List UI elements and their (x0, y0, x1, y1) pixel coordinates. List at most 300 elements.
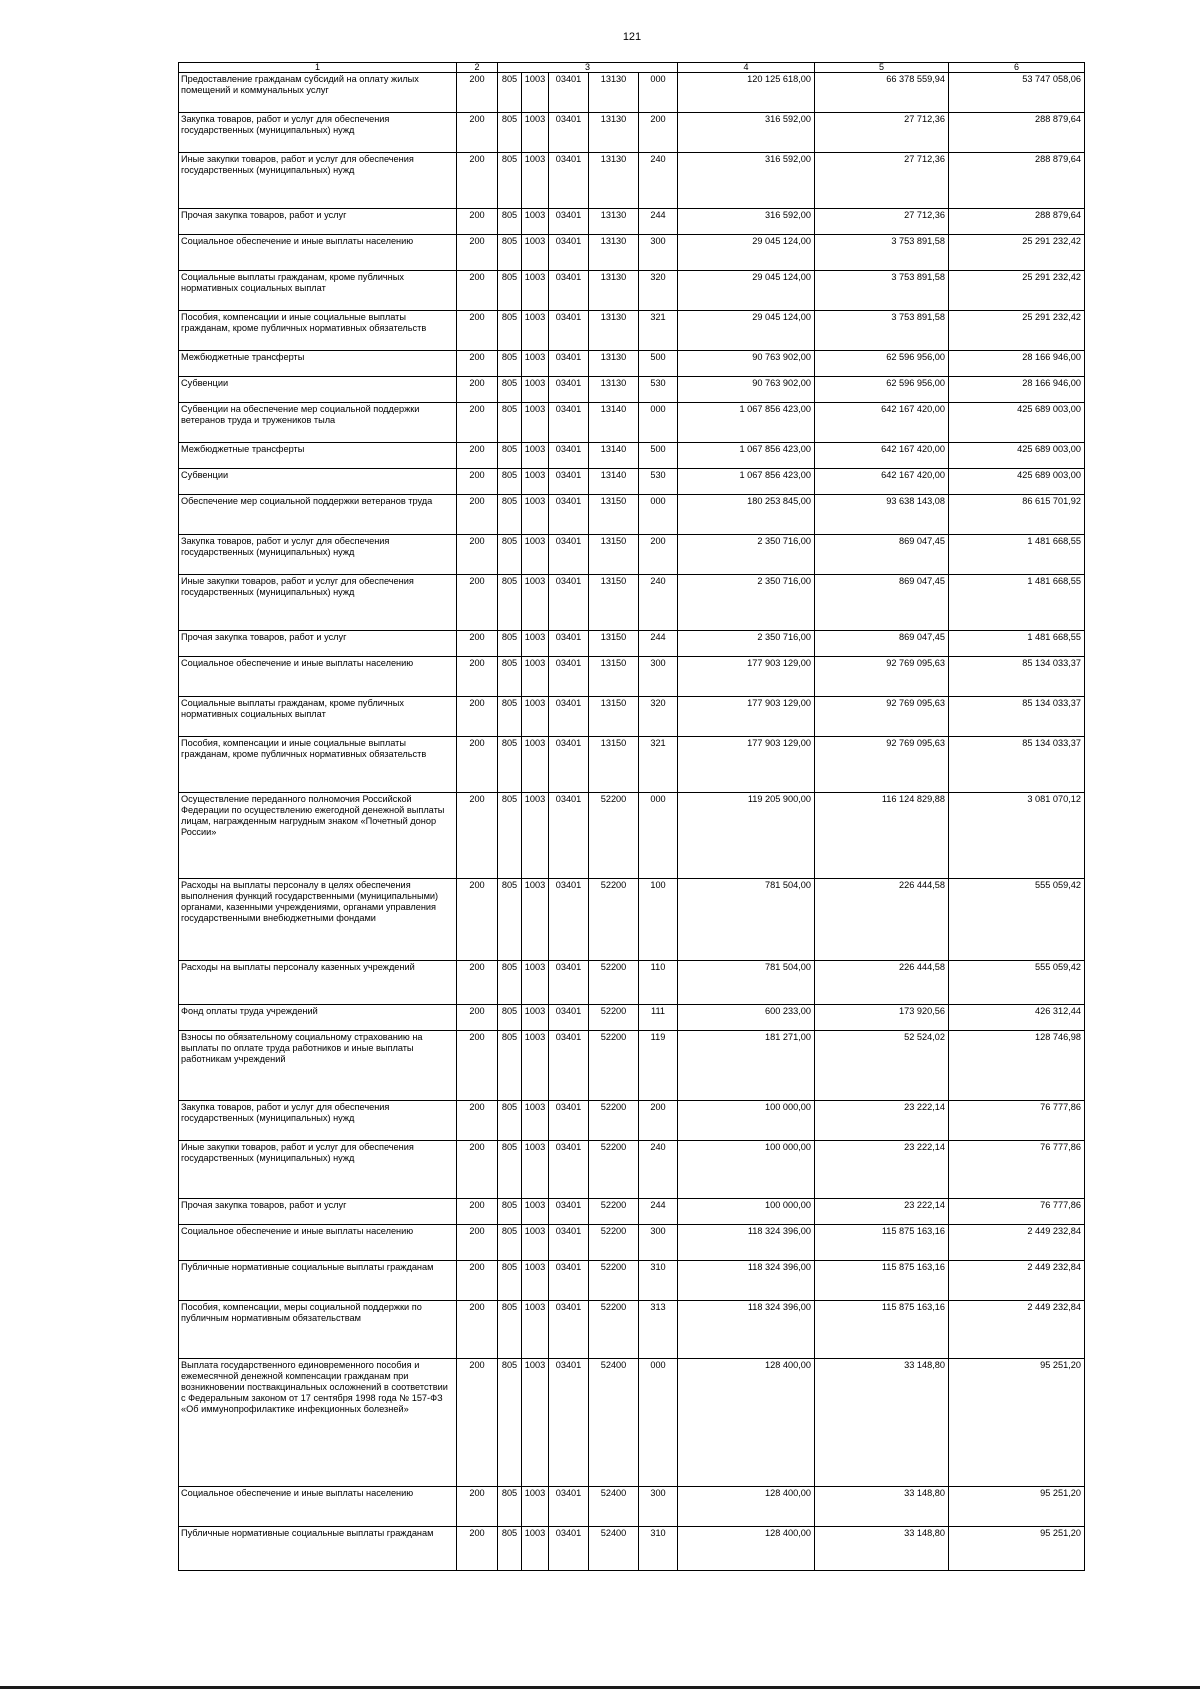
cell-amount-6: 2 449 232,84 (949, 1301, 1085, 1359)
cell-amount-6: 288 879,64 (949, 153, 1085, 209)
table-row (179, 377, 1085, 403)
cell-program: 03401 (549, 271, 589, 311)
cell-section: 1003 (522, 469, 549, 495)
cell-col2: 200 (457, 1359, 498, 1487)
cell-amount-5: 226 444,58 (815, 961, 949, 1005)
table-row (179, 1261, 1085, 1301)
cell-amount-4: 128 400,00 (678, 1359, 815, 1487)
cell-program: 03401 (549, 1225, 589, 1261)
cell-amount-5: 27 712,36 (815, 209, 949, 235)
table-row (179, 351, 1085, 377)
cell-col2: 200 (457, 495, 498, 535)
cell-amount-6: 85 134 033,37 (949, 657, 1085, 697)
cell-amount-6: 76 777,86 (949, 1101, 1085, 1141)
cell-amount-6: 288 879,64 (949, 113, 1085, 153)
cell-direction: 52200 (589, 961, 639, 1005)
cell-amount-5: 115 875 163,16 (815, 1261, 949, 1301)
cell-amount-5: 869 047,45 (815, 535, 949, 575)
column-header-4: 4 (678, 63, 815, 73)
cell-direction: 52200 (589, 1301, 639, 1359)
table-row (179, 879, 1085, 961)
column-header-1: 1 (179, 63, 457, 73)
cell-section: 1003 (522, 377, 549, 403)
cell-amount-6: 1 481 668,55 (949, 575, 1085, 631)
cell-program: 03401 (549, 377, 589, 403)
cell-direction: 13130 (589, 153, 639, 209)
cell-amount-5: 173 920,56 (815, 1005, 949, 1031)
cell-amount-4: 180 253 845,00 (678, 495, 815, 535)
cell-amount-5: 33 148,80 (815, 1527, 949, 1571)
cell-amount-5: 66 378 559,94 (815, 73, 949, 113)
cell-col2: 200 (457, 657, 498, 697)
cell-grbs: 805 (498, 113, 522, 153)
row-description: Предоставление гражданам субсидий на оплату жилых помещений и коммунальных услуг (179, 73, 457, 113)
cell-grbs: 805 (498, 271, 522, 311)
cell-expense-type: 000 (639, 495, 678, 535)
table-row (179, 1199, 1085, 1225)
cell-grbs: 805 (498, 1199, 522, 1225)
cell-program: 03401 (549, 879, 589, 961)
table-row (179, 153, 1085, 209)
cell-expense-type: 310 (639, 1261, 678, 1301)
cell-section: 1003 (522, 879, 549, 961)
cell-col2: 200 (457, 1527, 498, 1571)
cell-grbs: 805 (498, 575, 522, 631)
cell-grbs: 805 (498, 1141, 522, 1199)
cell-program: 03401 (549, 631, 589, 657)
cell-amount-6: 25 291 232,42 (949, 235, 1085, 271)
cell-amount-4: 118 324 396,00 (678, 1261, 815, 1301)
cell-direction: 13150 (589, 657, 639, 697)
cell-amount-6: 1 481 668,55 (949, 631, 1085, 657)
cell-amount-6: 425 689 003,00 (949, 469, 1085, 495)
row-description: Иные закупки товаров, работ и услуг для обеспечения государственных (муниципальных) нужд (179, 1141, 457, 1199)
cell-amount-5: 116 124 829,88 (815, 793, 949, 879)
cell-section: 1003 (522, 1225, 549, 1261)
cell-section: 1003 (522, 1359, 549, 1487)
cell-amount-4: 90 763 902,00 (678, 377, 815, 403)
table-row (179, 311, 1085, 351)
cell-direction: 52200 (589, 1101, 639, 1141)
cell-amount-4: 2 350 716,00 (678, 575, 815, 631)
cell-program: 03401 (549, 1101, 589, 1141)
cell-amount-4: 118 324 396,00 (678, 1301, 815, 1359)
cell-amount-4: 177 903 129,00 (678, 737, 815, 793)
cell-direction: 13150 (589, 575, 639, 631)
table-row (179, 737, 1085, 793)
cell-expense-type: 111 (639, 1005, 678, 1031)
cell-section: 1003 (522, 1301, 549, 1359)
cell-expense-type: 500 (639, 351, 678, 377)
row-description: Публичные нормативные социальные выплаты гражданам (179, 1261, 457, 1301)
cell-amount-6: 86 615 701,92 (949, 495, 1085, 535)
cell-amount-4: 781 504,00 (678, 961, 815, 1005)
row-description: Межбюджетные трансферты (179, 351, 457, 377)
cell-program: 03401 (549, 403, 589, 443)
table-row (179, 1141, 1085, 1199)
table-row (179, 1487, 1085, 1527)
table-row (179, 1359, 1085, 1487)
cell-amount-4: 177 903 129,00 (678, 697, 815, 737)
row-description: Прочая закупка товаров, работ и услуг (179, 631, 457, 657)
cell-expense-type: 321 (639, 311, 678, 351)
cell-grbs: 805 (498, 351, 522, 377)
row-description: Социальное обеспечение и иные выплаты населению (179, 1487, 457, 1527)
cell-expense-type: 200 (639, 535, 678, 575)
cell-section: 1003 (522, 351, 549, 377)
row-description: Пособия, компенсации и иные социальные выплаты гражданам, кроме публичных нормативных обязательств (179, 737, 457, 793)
cell-col2: 200 (457, 1031, 498, 1101)
cell-grbs: 805 (498, 235, 522, 271)
table-row (179, 469, 1085, 495)
cell-amount-5: 23 222,14 (815, 1199, 949, 1225)
cell-amount-6: 2 449 232,84 (949, 1225, 1085, 1261)
cell-expense-type: 300 (639, 1225, 678, 1261)
cell-col2: 200 (457, 535, 498, 575)
cell-col2: 200 (457, 209, 498, 235)
table-row (179, 113, 1085, 153)
cell-amount-4: 316 592,00 (678, 113, 815, 153)
cell-grbs: 805 (498, 1527, 522, 1571)
cell-direction: 52200 (589, 793, 639, 879)
table-row (179, 73, 1085, 113)
cell-grbs: 805 (498, 73, 522, 113)
row-description: Пособия, компенсации, меры социальной поддержки по публичным нормативным обязательствам (179, 1301, 457, 1359)
cell-direction: 13130 (589, 377, 639, 403)
cell-expense-type: 240 (639, 153, 678, 209)
row-description: Публичные нормативные социальные выплаты гражданам (179, 1527, 457, 1571)
cell-program: 03401 (549, 443, 589, 469)
cell-section: 1003 (522, 403, 549, 443)
cell-section: 1003 (522, 631, 549, 657)
cell-amount-5: 93 638 143,08 (815, 495, 949, 535)
cell-expense-type: 200 (639, 113, 678, 153)
budget-table (178, 62, 1085, 1571)
cell-amount-4: 1 067 856 423,00 (678, 469, 815, 495)
cell-direction: 52200 (589, 879, 639, 961)
cell-amount-4: 1 067 856 423,00 (678, 443, 815, 469)
table-row (179, 697, 1085, 737)
cell-amount-4: 118 324 396,00 (678, 1225, 815, 1261)
cell-direction: 13140 (589, 469, 639, 495)
cell-col2: 200 (457, 73, 498, 113)
cell-program: 03401 (549, 153, 589, 209)
cell-col2: 200 (457, 469, 498, 495)
cell-section: 1003 (522, 73, 549, 113)
table-row (179, 403, 1085, 443)
cell-amount-4: 100 000,00 (678, 1141, 815, 1199)
cell-expense-type: 200 (639, 1101, 678, 1141)
row-description: Закупка товаров, работ и услуг для обеспечения государственных (муниципальных) нужд (179, 113, 457, 153)
cell-grbs: 805 (498, 737, 522, 793)
cell-amount-5: 115 875 163,16 (815, 1301, 949, 1359)
cell-section: 1003 (522, 443, 549, 469)
cell-section: 1003 (522, 575, 549, 631)
cell-amount-6: 76 777,86 (949, 1199, 1085, 1225)
cell-amount-4: 100 000,00 (678, 1199, 815, 1225)
cell-expense-type: 244 (639, 209, 678, 235)
cell-program: 03401 (549, 657, 589, 697)
cell-amount-5: 52 524,02 (815, 1031, 949, 1101)
cell-amount-5: 92 769 095,63 (815, 697, 949, 737)
cell-amount-5: 3 753 891,58 (815, 235, 949, 271)
header-row (179, 63, 1085, 73)
cell-expense-type: 240 (639, 1141, 678, 1199)
cell-direction: 52200 (589, 1141, 639, 1199)
cell-expense-type: 100 (639, 879, 678, 961)
cell-amount-5: 33 148,80 (815, 1359, 949, 1487)
cell-amount-5: 62 596 956,00 (815, 351, 949, 377)
cell-expense-type: 000 (639, 73, 678, 113)
cell-amount-5: 92 769 095,63 (815, 657, 949, 697)
cell-col2: 200 (457, 793, 498, 879)
table-row (179, 793, 1085, 879)
cell-direction: 13130 (589, 311, 639, 351)
cell-col2: 200 (457, 153, 498, 209)
cell-section: 1003 (522, 697, 549, 737)
cell-amount-6: 28 166 946,00 (949, 351, 1085, 377)
row-description: Социальное обеспечение и иные выплаты населению (179, 1225, 457, 1261)
cell-direction: 13130 (589, 235, 639, 271)
cell-section: 1003 (522, 495, 549, 535)
cell-expense-type: 320 (639, 697, 678, 737)
cell-amount-6: 426 312,44 (949, 1005, 1085, 1031)
cell-expense-type: 313 (639, 1301, 678, 1359)
cell-section: 1003 (522, 1005, 549, 1031)
cell-col2: 200 (457, 1225, 498, 1261)
cell-program: 03401 (549, 113, 589, 153)
table-row (179, 1225, 1085, 1261)
cell-program: 03401 (549, 697, 589, 737)
cell-direction: 13130 (589, 271, 639, 311)
table-row (179, 1301, 1085, 1359)
cell-col2: 200 (457, 631, 498, 657)
cell-grbs: 805 (498, 1101, 522, 1141)
cell-grbs: 805 (498, 403, 522, 443)
cell-direction: 13130 (589, 209, 639, 235)
row-description: Закупка товаров, работ и услуг для обеспечения государственных (муниципальных) нужд (179, 1101, 457, 1141)
cell-grbs: 805 (498, 495, 522, 535)
cell-col2: 200 (457, 403, 498, 443)
cell-amount-5: 27 712,36 (815, 113, 949, 153)
cell-expense-type: 244 (639, 1199, 678, 1225)
table-row (179, 1101, 1085, 1141)
cell-amount-4: 128 400,00 (678, 1527, 815, 1571)
cell-amount-6: 25 291 232,42 (949, 311, 1085, 351)
cell-col2: 200 (457, 961, 498, 1005)
cell-amount-6: 1 481 668,55 (949, 535, 1085, 575)
cell-section: 1003 (522, 535, 549, 575)
cell-section: 1003 (522, 1141, 549, 1199)
cell-amount-6: 95 251,20 (949, 1527, 1085, 1571)
cell-program: 03401 (549, 1359, 589, 1487)
cell-program: 03401 (549, 351, 589, 377)
table-row (179, 209, 1085, 235)
cell-program: 03401 (549, 535, 589, 575)
cell-amount-6: 128 746,98 (949, 1031, 1085, 1101)
cell-col2: 200 (457, 575, 498, 631)
cell-direction: 52200 (589, 1261, 639, 1301)
row-description: Прочая закупка товаров, работ и услуг (179, 209, 457, 235)
column-header-2: 2 (457, 63, 498, 73)
cell-col2: 200 (457, 697, 498, 737)
cell-amount-4: 2 350 716,00 (678, 631, 815, 657)
table-row (179, 1031, 1085, 1101)
cell-expense-type: 119 (639, 1031, 678, 1101)
cell-section: 1003 (522, 793, 549, 879)
cell-grbs: 805 (498, 657, 522, 697)
row-description: Прочая закупка товаров, работ и услуг (179, 1199, 457, 1225)
cell-section: 1003 (522, 1031, 549, 1101)
cell-direction: 13150 (589, 631, 639, 657)
cell-col2: 200 (457, 737, 498, 793)
cell-amount-6: 95 251,20 (949, 1359, 1085, 1487)
cell-direction: 13140 (589, 443, 639, 469)
table-row (179, 535, 1085, 575)
cell-col2: 200 (457, 1301, 498, 1359)
cell-program: 03401 (549, 311, 589, 351)
table-row (179, 235, 1085, 271)
cell-col2: 200 (457, 113, 498, 153)
cell-amount-6: 28 166 946,00 (949, 377, 1085, 403)
column-header-5: 5 (815, 63, 949, 73)
cell-program: 03401 (549, 737, 589, 793)
cell-expense-type: 500 (639, 443, 678, 469)
table-row (179, 657, 1085, 697)
cell-amount-5: 27 712,36 (815, 153, 949, 209)
cell-section: 1003 (522, 209, 549, 235)
table-row (179, 1527, 1085, 1571)
cell-grbs: 805 (498, 153, 522, 209)
table-row (179, 961, 1085, 1005)
cell-amount-4: 177 903 129,00 (678, 657, 815, 697)
cell-program: 03401 (549, 1527, 589, 1571)
cell-col2: 200 (457, 1101, 498, 1141)
cell-amount-5: 3 753 891,58 (815, 311, 949, 351)
scan-edge-line (0, 1686, 1200, 1689)
cell-expense-type: 300 (639, 657, 678, 697)
cell-expense-type: 300 (639, 235, 678, 271)
cell-section: 1003 (522, 153, 549, 209)
cell-amount-5: 62 596 956,00 (815, 377, 949, 403)
cell-grbs: 805 (498, 209, 522, 235)
cell-section: 1003 (522, 1487, 549, 1527)
cell-direction: 13150 (589, 535, 639, 575)
cell-amount-6: 25 291 232,42 (949, 271, 1085, 311)
cell-amount-6: 3 081 070,12 (949, 793, 1085, 879)
row-description: Социальные выплаты гражданам, кроме публичных нормативных социальных выплат (179, 697, 457, 737)
cell-amount-4: 29 045 124,00 (678, 311, 815, 351)
table-row (179, 495, 1085, 535)
cell-grbs: 805 (498, 1031, 522, 1101)
cell-col2: 200 (457, 443, 498, 469)
cell-amount-4: 29 045 124,00 (678, 235, 815, 271)
cell-expense-type: 110 (639, 961, 678, 1005)
cell-expense-type: 244 (639, 631, 678, 657)
cell-amount-4: 90 763 902,00 (678, 351, 815, 377)
row-description: Расходы на выплаты персоналу в целях обеспечения выполнения функций государственными (муниципальными) органами, казенными учреждениями, органами управления государственными внебюджетными фондами (179, 879, 457, 961)
cell-grbs: 805 (498, 443, 522, 469)
cell-amount-4: 1 067 856 423,00 (678, 403, 815, 443)
cell-amount-6: 425 689 003,00 (949, 443, 1085, 469)
cell-col2: 200 (457, 311, 498, 351)
cell-amount-5: 92 769 095,63 (815, 737, 949, 793)
cell-expense-type: 321 (639, 737, 678, 793)
cell-direction: 13130 (589, 73, 639, 113)
cell-program: 03401 (549, 961, 589, 1005)
cell-col2: 200 (457, 377, 498, 403)
cell-amount-4: 29 045 124,00 (678, 271, 815, 311)
row-description: Социальное обеспечение и иные выплаты населению (179, 235, 457, 271)
cell-program: 03401 (549, 793, 589, 879)
cell-amount-5: 115 875 163,16 (815, 1225, 949, 1261)
cell-program: 03401 (549, 575, 589, 631)
cell-amount-6: 85 134 033,37 (949, 737, 1085, 793)
cell-section: 1003 (522, 113, 549, 153)
cell-grbs: 805 (498, 1005, 522, 1031)
cell-amount-4: 120 125 618,00 (678, 73, 815, 113)
cell-amount-4: 600 233,00 (678, 1005, 815, 1031)
cell-section: 1003 (522, 657, 549, 697)
cell-amount-5: 642 167 420,00 (815, 443, 949, 469)
cell-direction: 13150 (589, 495, 639, 535)
row-description: Взносы по обязательному социальному страхованию на выплаты по оплате труда работников и иные выплаты работникам учреждений (179, 1031, 457, 1101)
cell-direction: 52400 (589, 1527, 639, 1571)
cell-amount-4: 316 592,00 (678, 209, 815, 235)
cell-program: 03401 (549, 1487, 589, 1527)
cell-section: 1003 (522, 961, 549, 1005)
row-description: Социальные выплаты гражданам, кроме публичных нормативных социальных выплат (179, 271, 457, 311)
cell-amount-4: 316 592,00 (678, 153, 815, 209)
cell-amount-6: 2 449 232,84 (949, 1261, 1085, 1301)
cell-section: 1003 (522, 1527, 549, 1571)
row-description: Осуществление переданного полномочия Российской Федерации по осуществлению ежегодной денежной выплаты лицам, награжденным нагрудным знаком «Почетный донор России» (179, 793, 457, 879)
cell-program: 03401 (549, 469, 589, 495)
cell-direction: 52200 (589, 1005, 639, 1031)
cell-amount-4: 119 205 900,00 (678, 793, 815, 879)
cell-grbs: 805 (498, 311, 522, 351)
cell-expense-type: 240 (639, 575, 678, 631)
cell-amount-5: 869 047,45 (815, 631, 949, 657)
cell-amount-4: 2 350 716,00 (678, 535, 815, 575)
cell-amount-4: 781 504,00 (678, 879, 815, 961)
cell-program: 03401 (549, 235, 589, 271)
cell-program: 03401 (549, 1301, 589, 1359)
cell-direction: 13150 (589, 697, 639, 737)
row-description: Субвенции (179, 377, 457, 403)
table-row (179, 631, 1085, 657)
row-description: Пособия, компенсации и иные социальные выплаты гражданам, кроме публичных нормативных обязательств (179, 311, 457, 351)
cell-direction: 52200 (589, 1225, 639, 1261)
cell-col2: 200 (457, 235, 498, 271)
cell-col2: 200 (457, 1487, 498, 1527)
cell-direction: 52400 (589, 1359, 639, 1487)
cell-col2: 200 (457, 271, 498, 311)
cell-grbs: 805 (498, 1261, 522, 1301)
cell-grbs: 805 (498, 1301, 522, 1359)
row-description: Обеспечение мер социальной поддержки ветеранов труда (179, 495, 457, 535)
cell-amount-5: 23 222,14 (815, 1101, 949, 1141)
cell-direction: 52400 (589, 1487, 639, 1527)
table-row (179, 1005, 1085, 1031)
cell-amount-5: 642 167 420,00 (815, 403, 949, 443)
cell-section: 1003 (522, 737, 549, 793)
cell-amount-6: 555 059,42 (949, 879, 1085, 961)
cell-amount-6: 53 747 058,06 (949, 73, 1085, 113)
cell-amount-5: 226 444,58 (815, 879, 949, 961)
cell-section: 1003 (522, 1199, 549, 1225)
cell-grbs: 805 (498, 535, 522, 575)
